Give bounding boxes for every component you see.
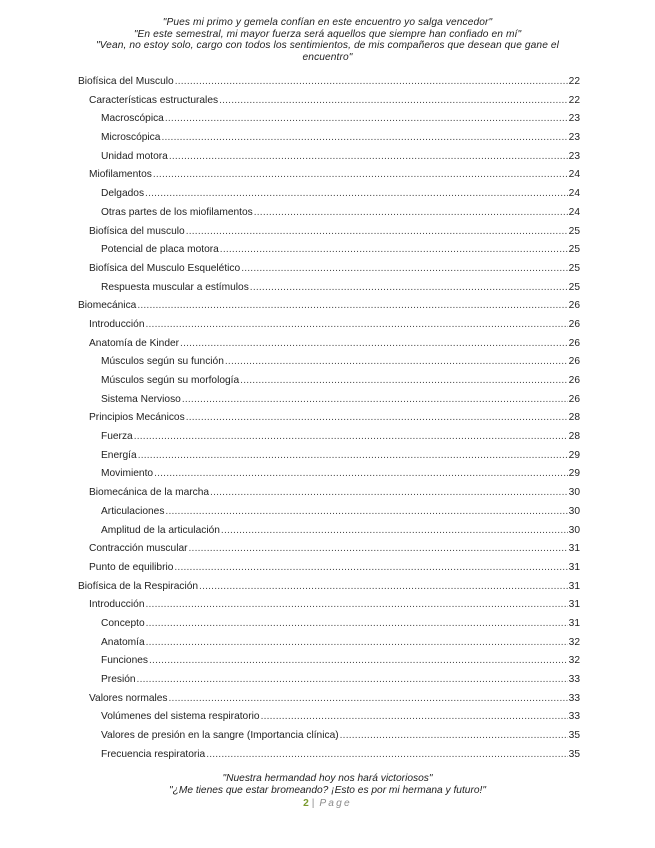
toc-leader-dots: [261, 711, 568, 722]
toc-entry[interactable]: [78, 655, 580, 674]
toc-entry[interactable]: [78, 618, 580, 637]
page-number: 2: [303, 797, 309, 809]
toc-entry-title: Frecuencia respiratoria: [101, 748, 206, 760]
toc-entry[interactable]: [78, 263, 580, 282]
page-number-line: [70, 798, 585, 810]
toc-entry-title: Biofísica del musculo: [89, 225, 185, 237]
toc-entry-page: 30: [568, 505, 580, 517]
toc-entry[interactable]: [78, 674, 580, 693]
toc-entry[interactable]: [78, 95, 580, 114]
toc-entry-title: Energía: [101, 449, 137, 461]
toc-entry-title: Presión: [101, 674, 136, 685]
toc-entry[interactable]: [78, 562, 580, 581]
toc-entry-page: 35: [568, 730, 580, 742]
toc-entry[interactable]: [78, 244, 580, 263]
toc-entry-page: 25: [568, 262, 580, 274]
toc-entry[interactable]: [78, 450, 580, 469]
header-quote-line: "Pues mi primo y gemela confían en este encuentro yo salga vencedor": [162, 17, 493, 28]
toc-entry-page: 33: [568, 674, 580, 685]
toc-leader-dots: [241, 263, 567, 274]
toc-entry[interactable]: [78, 468, 580, 487]
toc-entry-title: Introducción: [89, 318, 145, 330]
toc-entry-title: Músculos según su morfología: [101, 375, 240, 386]
toc-entry[interactable]: [78, 525, 580, 544]
toc-leader-dots: [137, 674, 568, 685]
toc-entry-title: Macroscópica: [101, 113, 164, 125]
toc-leader-dots: [169, 151, 568, 162]
toc-leader-dots: [186, 226, 568, 237]
footer-quote-line: "¿Me tienes que estar bromeando? ¡Esto es por mi hermana y futuro!": [169, 784, 486, 796]
toc-entry[interactable]: [78, 599, 580, 618]
toc-leader-dots: [146, 637, 568, 648]
toc-entry-page: 26: [568, 318, 580, 330]
toc-entry-page: 22: [568, 94, 580, 106]
toc-entry-page: 31: [568, 543, 580, 555]
toc-entry-page: 24: [568, 188, 580, 200]
toc-leader-dots: [221, 525, 568, 536]
table-of-contents: [78, 76, 580, 767]
toc-entry-page: 31: [568, 599, 580, 611]
toc-entry[interactable]: [78, 711, 580, 730]
toc-entry-page: 25: [568, 281, 580, 293]
toc-leader-dots: [154, 468, 568, 479]
toc-entry-page: 22: [568, 76, 580, 87]
toc-entry-title: Microscópica: [101, 132, 161, 144]
toc-entry[interactable]: [78, 637, 580, 656]
toc-leader-dots: [175, 76, 568, 87]
toc-leader-dots: [240, 375, 567, 386]
toc-entry-page: 35: [568, 748, 580, 760]
toc-entry-page: 24: [568, 169, 580, 181]
toc-entry-title: Principios Mecánicos: [89, 412, 185, 424]
toc-entry[interactable]: [78, 356, 580, 375]
toc-entry-page: 23: [568, 150, 580, 162]
footer-quote-line: "Nuestra hermandad hoy nos hará victoriosos": [222, 773, 433, 784]
toc-entry-title: Potencial de placa motora: [101, 244, 219, 256]
toc-entry-page: 29: [568, 449, 580, 461]
toc-entry-page: 23: [568, 132, 580, 144]
toc-leader-dots: [186, 412, 568, 423]
toc-leader-dots: [137, 300, 567, 311]
toc-entry[interactable]: [78, 693, 580, 712]
toc-leader-dots: [174, 562, 567, 573]
toc-entry-title: Punto de equilibrio: [89, 561, 174, 573]
toc-entry-title: Miofilamentos: [89, 169, 152, 181]
toc-entry-page: 33: [568, 711, 580, 723]
toc-entry-title: Respuesta muscular a estímulos: [101, 281, 249, 293]
toc-entry[interactable]: [78, 431, 580, 450]
toc-leader-dots: [149, 655, 568, 666]
toc-entry-title: Introducción: [89, 599, 145, 611]
toc-entry[interactable]: [78, 487, 580, 506]
page-label: Page: [319, 797, 352, 809]
toc-entry-page: 31: [568, 561, 580, 573]
toc-entry[interactable]: [78, 730, 580, 749]
toc-entry[interactable]: [78, 151, 580, 170]
toc-entry-title: Biofísica del Musculo: [78, 76, 174, 87]
toc-leader-dots: [145, 188, 568, 199]
toc-entry[interactable]: [78, 169, 580, 188]
toc-entry[interactable]: [78, 543, 580, 562]
toc-entry[interactable]: [78, 188, 580, 207]
toc-entry-page: 29: [568, 468, 580, 480]
toc-entry-page: 31: [568, 580, 580, 592]
toc-entry-page: 26: [568, 337, 580, 349]
toc-entry-title: Valores normales: [89, 692, 168, 704]
toc-entry-title: Otras partes de los miofilamentos: [101, 206, 253, 218]
toc-entry-title: Amplitud de la articulación: [101, 524, 220, 536]
toc-entry-page: 26: [568, 300, 580, 312]
toc-entry[interactable]: [78, 581, 580, 600]
toc-entry-title: Concepto: [101, 617, 145, 629]
toc-entry-page: 25: [568, 244, 580, 256]
toc-leader-dots: [250, 282, 568, 293]
toc-leader-dots: [153, 169, 568, 180]
toc-entry-page: 24: [568, 206, 580, 218]
toc-entry-title: Biomecánica de la marcha: [89, 487, 210, 499]
toc-entry-title: Sistema Nervioso: [101, 393, 181, 405]
toc-entry-title: Delgados: [101, 188, 145, 200]
toc-leader-dots: [146, 599, 568, 610]
toc-entry-title: Volúmenes del sistema respiratorio: [101, 711, 260, 723]
toc-entry[interactable]: [78, 207, 580, 226]
toc-leader-dots: [146, 618, 568, 629]
toc-entry-title: Biofísica del Musculo Esquelético: [89, 262, 241, 274]
toc-leader-dots: [161, 132, 567, 143]
toc-entry-page: 33: [568, 692, 580, 704]
toc-leader-dots: [165, 506, 567, 517]
toc-entry[interactable]: [78, 394, 580, 413]
toc-entry-title: Músculos según su función: [101, 356, 224, 368]
toc-entry[interactable]: [78, 338, 580, 357]
toc-entry[interactable]: [78, 226, 580, 245]
toc-entry-title: Anatomía de Kinder: [89, 337, 180, 349]
toc-leader-dots: [199, 581, 568, 592]
page-header-quotes: [70, 17, 585, 63]
toc-entry-page: 26: [568, 393, 580, 405]
toc-leader-dots: [225, 356, 568, 367]
toc-entry-title: Movimiento: [101, 468, 154, 480]
toc-leader-dots: [182, 394, 568, 405]
toc-entry-title: Características estructurales: [89, 94, 219, 106]
header-quote-line: "Vean, no estoy solo, cargo con todos los sentimientos, de mis compañeros que desean que gane el: [95, 40, 560, 52]
toc-entry-page: 32: [568, 636, 580, 648]
toc-leader-dots: [134, 431, 568, 442]
toc-leader-dots: [340, 730, 568, 741]
toc-entry-page: 30: [568, 487, 580, 499]
toc-leader-dots: [189, 543, 568, 554]
toc-leader-dots: [169, 693, 568, 704]
header-quote-line: encuentro": [302, 51, 353, 63]
toc-leader-dots: [210, 487, 568, 498]
toc-entry[interactable]: [78, 319, 580, 338]
toc-entry-page: 26: [568, 375, 580, 386]
header-quote-line: "En este semestral, mi mayor fuerza será aquellos que siempre han confiado en mí": [133, 28, 522, 40]
toc-entry-title: Funciones: [101, 655, 149, 667]
toc-leader-dots: [254, 207, 568, 218]
toc-leader-dots: [146, 319, 568, 330]
toc-entry[interactable]: [78, 749, 580, 768]
toc-leader-dots: [219, 95, 568, 106]
toc-entry-page: 32: [568, 655, 580, 667]
page-separator: |: [311, 797, 317, 809]
toc-entry-page: 31: [568, 617, 580, 629]
toc-entry-title: Anatomía: [101, 636, 145, 648]
toc-leader-dots: [180, 338, 568, 349]
toc-entry-title: Articulaciones: [101, 505, 165, 517]
toc-entry-title: Valores de presión en la sangre (Importancia clínica): [101, 730, 339, 742]
toc-leader-dots: [220, 244, 568, 255]
toc-entry-title: Unidad motora: [101, 150, 168, 162]
toc-entry[interactable]: [78, 375, 580, 394]
toc-entry[interactable]: [78, 412, 580, 431]
toc-entry-page: 23: [568, 113, 580, 125]
toc-leader-dots: [138, 450, 568, 461]
page-footer: [70, 773, 585, 809]
toc-entry[interactable]: [78, 282, 580, 301]
toc-leader-dots: [165, 113, 568, 124]
toc-entry-title: Contracción muscular: [89, 543, 188, 555]
toc-entry[interactable]: [78, 132, 580, 151]
toc-entry[interactable]: [78, 506, 580, 525]
toc-entry[interactable]: [78, 300, 580, 319]
toc-entry-page: 30: [568, 524, 580, 536]
toc-entry[interactable]: [78, 113, 580, 132]
toc-entry-page: 26: [568, 356, 580, 368]
toc-entry[interactable]: [78, 76, 580, 95]
toc-entry-page: 25: [568, 225, 580, 237]
toc-entry-page: 28: [568, 412, 580, 424]
toc-leader-dots: [206, 749, 567, 760]
toc-entry-title: Biofísica de la Respiración: [78, 580, 199, 592]
toc-entry-title: Fuerza: [101, 431, 133, 443]
toc-entry-page: 28: [568, 431, 580, 443]
toc-entry-title: Biomecánica: [78, 300, 137, 312]
